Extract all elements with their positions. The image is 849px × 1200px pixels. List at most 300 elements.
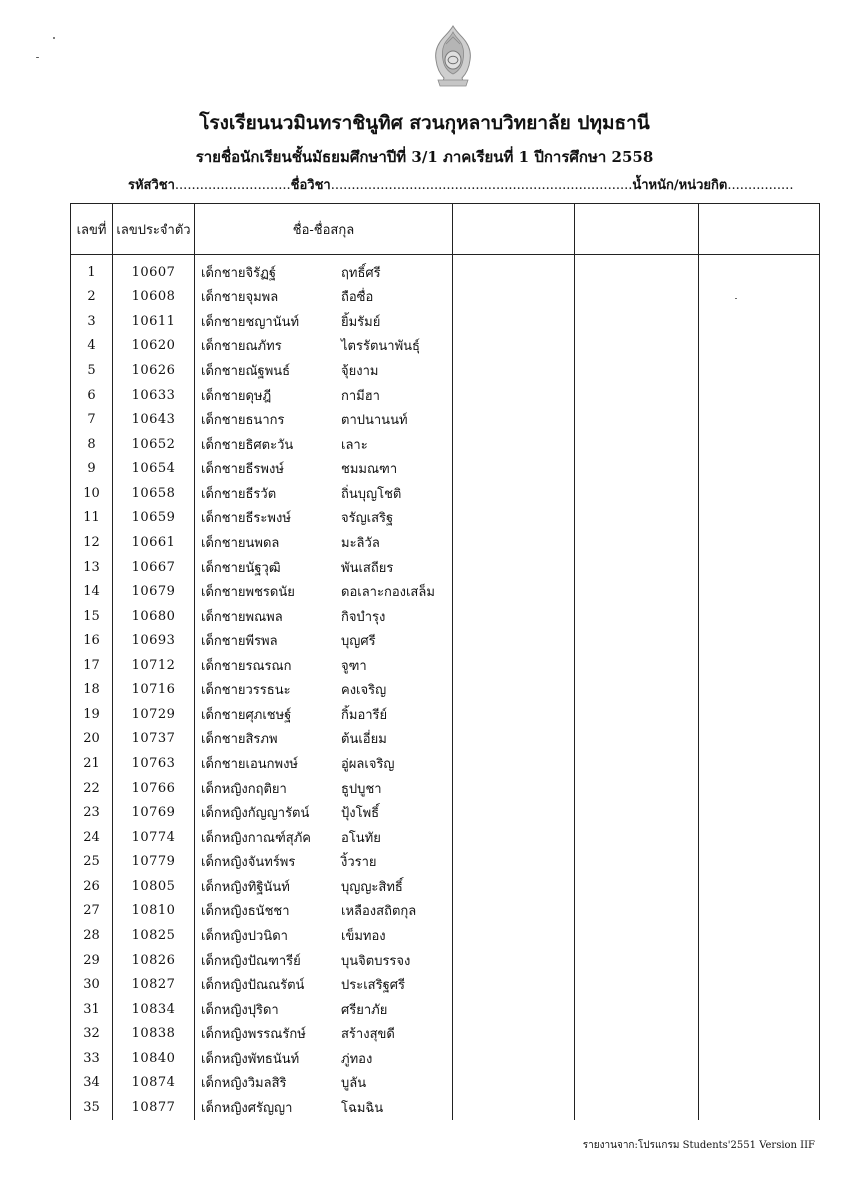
student-last-name: พันเสถียร — [341, 560, 394, 576]
student-id: 10661 — [113, 530, 195, 555]
student-id: 10877 — [113, 1095, 195, 1120]
blank-score-cell[interactable] — [575, 997, 699, 1022]
student-full-name — [195, 285, 453, 310]
blank-score-cell[interactable] — [575, 776, 699, 801]
student-full-name — [195, 678, 453, 703]
course-name-blank: ......................................................................... — [330, 178, 633, 193]
student-id: 10826 — [113, 948, 195, 973]
student-number: 29 — [71, 948, 113, 973]
student-number: 14 — [71, 579, 113, 604]
blank-score-cell[interactable] — [453, 899, 575, 924]
student-number: 1 — [71, 260, 113, 285]
column-header-student-id: เลขประจำตัว — [113, 204, 195, 255]
table-row — [71, 727, 820, 752]
student-id: 10633 — [113, 383, 195, 408]
student-first-name: เด็กชายธีรพงษ์ — [201, 462, 284, 478]
student-last-name: กิจบำรุง — [341, 609, 386, 625]
table-row — [71, 899, 820, 924]
student-first-name: เด็กชายชญานันท์ — [201, 314, 300, 330]
student-first-name: เด็กหญิงปุริดา — [201, 1002, 279, 1018]
blank-score-cell[interactable] — [575, 555, 699, 580]
table-row — [71, 407, 820, 432]
table-row — [71, 260, 820, 285]
student-first-name: เด็กชายศุภเชษฐ์ — [201, 707, 292, 723]
student-first-name: เด็กชายสิรภพ — [201, 732, 278, 748]
blank-score-cell[interactable] — [575, 850, 699, 875]
blank-score-cell[interactable] — [699, 1095, 820, 1120]
blank-score-cell[interactable] — [575, 923, 699, 948]
student-first-name: เด็กหญิงวิมลสิริ — [201, 1076, 287, 1092]
blank-score-cell[interactable] — [699, 800, 820, 825]
student-number: 24 — [71, 825, 113, 850]
blank-score-cell[interactable] — [575, 481, 699, 506]
blank-score-cell[interactable] — [575, 948, 699, 973]
student-first-name: เด็กชายนพดล — [201, 535, 280, 551]
blank-score-cell[interactable] — [699, 506, 820, 531]
student-number: 20 — [71, 727, 113, 752]
blank-score-cell[interactable] — [453, 751, 575, 776]
table-row — [71, 604, 820, 629]
student-full-name — [195, 1071, 453, 1096]
column-header-number: เลขที่ — [71, 204, 113, 255]
student-first-name: เด็กชายนัฐวุฒิ — [201, 560, 281, 576]
blank-score-cell[interactable] — [699, 948, 820, 973]
student-first-name: เด็กหญิงกฤติยา — [201, 781, 287, 797]
student-id: 10805 — [113, 874, 195, 899]
student-first-name: เด็กหญิงพรรณรักษ์ — [201, 1027, 306, 1043]
student-id: 10729 — [113, 702, 195, 727]
table-row — [71, 1046, 820, 1071]
table-row — [71, 1071, 820, 1096]
student-roster-table — [70, 203, 820, 1120]
blank-score-cell[interactable] — [453, 579, 575, 604]
student-id: 10611 — [113, 309, 195, 334]
student-last-name: เข็มทอง — [341, 928, 386, 944]
student-id: 10652 — [113, 432, 195, 457]
table-row — [71, 653, 820, 678]
student-number: 3 — [71, 309, 113, 334]
blank-score-cell[interactable] — [453, 628, 575, 653]
blank-score-cell[interactable] — [453, 923, 575, 948]
column-header-blank-1 — [453, 204, 575, 255]
blank-score-cell[interactable] — [699, 383, 820, 408]
student-number: 6 — [71, 383, 113, 408]
student-number: 22 — [71, 776, 113, 801]
student-full-name — [195, 481, 453, 506]
table-row — [71, 948, 820, 973]
blank-score-cell[interactable] — [575, 1046, 699, 1071]
blank-score-cell[interactable] — [699, 285, 820, 310]
table-row — [71, 309, 820, 334]
student-full-name — [195, 874, 453, 899]
student-first-name: เด็กหญิงปวนิดา — [201, 928, 288, 944]
student-last-name: อโนทัย — [341, 830, 381, 846]
scan-speck — [36, 57, 39, 58]
student-first-name: เด็กหญิงศรัญญา — [201, 1100, 293, 1116]
table-row — [71, 850, 820, 875]
student-id: 10607 — [113, 260, 195, 285]
table-row — [71, 972, 820, 997]
student-last-name: ตาปนานนท์ — [341, 413, 408, 429]
student-full-name — [195, 309, 453, 334]
blank-score-cell[interactable] — [699, 260, 820, 285]
blank-score-cell[interactable] — [453, 285, 575, 310]
course-info-line — [128, 174, 794, 195]
student-number: 11 — [71, 506, 113, 531]
table-row — [71, 751, 820, 776]
student-last-name: ประเสริฐศรี — [341, 978, 405, 994]
blank-score-cell[interactable] — [453, 825, 575, 850]
student-number: 30 — [71, 972, 113, 997]
student-last-name: ศรียาภัย — [341, 1002, 388, 1018]
student-last-name: ชมมณฑา — [341, 462, 398, 478]
student-last-name: ถิ่นบุญโชติ — [341, 486, 402, 502]
student-id: 10834 — [113, 997, 195, 1022]
student-full-name — [195, 653, 453, 678]
student-number: 25 — [71, 850, 113, 875]
blank-score-cell[interactable] — [453, 1071, 575, 1096]
student-first-name: เด็กชายจิรัฏฐ์ — [201, 265, 276, 281]
blank-score-cell[interactable] — [453, 850, 575, 875]
blank-score-cell[interactable] — [453, 702, 575, 727]
student-id: 10716 — [113, 678, 195, 703]
student-id: 10779 — [113, 850, 195, 875]
student-last-name: กามีฮา — [341, 388, 380, 404]
student-last-name: บุญญะสิทธิ์ — [341, 879, 403, 895]
student-id: 10693 — [113, 628, 195, 653]
blank-score-cell[interactable] — [699, 997, 820, 1022]
student-id: 10763 — [113, 751, 195, 776]
student-full-name — [195, 383, 453, 408]
blank-score-cell[interactable] — [575, 383, 699, 408]
student-id: 10874 — [113, 1071, 195, 1096]
student-last-name: สร้างสุขดี — [341, 1027, 395, 1043]
student-number: 4 — [71, 334, 113, 359]
credit-label: น้ำหนัก/หน่วยกิต — [632, 178, 728, 193]
student-first-name: เด็กชายพณพล — [201, 609, 283, 625]
student-first-name: เด็กชายธีระพงษ์ — [201, 511, 291, 527]
student-last-name: บุนจิตบรรจง — [341, 953, 411, 969]
student-first-name: เด็กหญิงจันทร์พร — [201, 855, 296, 871]
roster-subtitle: รายชื่อนักเรียนชั้นมัธยมศึกษาปีที่ 3/1 ภาคเรียนที่ 1 ปีการศึกษา 2558 — [195, 148, 654, 166]
table-row — [71, 1021, 820, 1046]
blank-score-cell[interactable] — [453, 309, 575, 334]
student-full-name — [195, 948, 453, 973]
blank-score-cell[interactable] — [453, 997, 575, 1022]
student-full-name — [195, 628, 453, 653]
blank-score-cell[interactable] — [575, 1021, 699, 1046]
table-row — [71, 678, 820, 703]
blank-score-cell[interactable] — [575, 751, 699, 776]
table-row — [71, 997, 820, 1022]
blank-score-cell[interactable] — [699, 678, 820, 703]
blank-score-cell[interactable] — [699, 530, 820, 555]
student-full-name — [195, 1046, 453, 1071]
blank-score-cell[interactable] — [453, 604, 575, 629]
blank-score-cell[interactable] — [453, 383, 575, 408]
student-first-name: เด็กหญิงปัณฑารีย์ — [201, 953, 301, 969]
student-last-name: ดอเลาะกองเสล็ม — [341, 585, 435, 601]
column-header-full-name: ชื่อ-ชื่อสกุล — [195, 204, 453, 255]
student-number: 32 — [71, 1021, 113, 1046]
student-first-name: เด็กหญิงกัญญารัตน์ — [201, 806, 310, 822]
student-first-name: เด็กหญิงพัทธนันท์ — [201, 1051, 300, 1067]
student-full-name — [195, 800, 453, 825]
report-footer: รายงานจาก:โปรแกรม Students'2551 Version IIF — [582, 1140, 815, 1151]
student-number: 17 — [71, 653, 113, 678]
student-id: 10620 — [113, 334, 195, 359]
student-id: 10679 — [113, 579, 195, 604]
blank-score-cell[interactable] — [699, 653, 820, 678]
student-first-name: เด็กชายวรรธนะ — [201, 683, 291, 699]
blank-score-cell[interactable] — [699, 481, 820, 506]
blank-score-cell[interactable] — [453, 358, 575, 383]
blank-score-cell[interactable] — [699, 628, 820, 653]
table-row — [71, 825, 820, 850]
student-full-name — [195, 997, 453, 1022]
student-number: 13 — [71, 555, 113, 580]
student-full-name — [195, 358, 453, 383]
blank-score-cell[interactable] — [453, 555, 575, 580]
blank-score-cell[interactable] — [575, 432, 699, 457]
student-number: 19 — [71, 702, 113, 727]
student-first-name: เด็กชายดุษฎี — [201, 388, 272, 404]
blank-score-cell[interactable] — [575, 309, 699, 334]
blank-score-cell[interactable] — [453, 1046, 575, 1071]
table-row — [71, 334, 820, 359]
student-first-name: เด็กชายธนากร — [201, 413, 285, 429]
blank-score-cell[interactable] — [699, 555, 820, 580]
table-row — [71, 506, 820, 531]
blank-score-cell[interactable] — [699, 702, 820, 727]
school-crest-icon — [430, 24, 476, 88]
student-full-name — [195, 457, 453, 482]
student-first-name: เด็กชายณภัทร — [201, 339, 282, 355]
blank-score-cell[interactable] — [699, 1046, 820, 1071]
blank-score-cell[interactable] — [575, 874, 699, 899]
blank-score-cell[interactable] — [453, 260, 575, 285]
blank-score-cell[interactable] — [699, 358, 820, 383]
student-full-name — [195, 751, 453, 776]
student-first-name: เด็กชายธีรวัต — [201, 486, 277, 502]
student-id: 10774 — [113, 825, 195, 850]
student-number: 16 — [71, 628, 113, 653]
blank-score-cell[interactable] — [575, 825, 699, 850]
student-first-name: เด็กหญิงทิฐินันท์ — [201, 879, 290, 895]
student-number: 23 — [71, 800, 113, 825]
student-id: 10680 — [113, 604, 195, 629]
blank-score-cell[interactable] — [699, 1021, 820, 1046]
blank-score-cell[interactable] — [453, 432, 575, 457]
student-id: 10737 — [113, 727, 195, 752]
blank-score-cell[interactable] — [699, 407, 820, 432]
student-last-name: ฤทธิ์ศรี — [341, 265, 381, 281]
blank-score-cell[interactable] — [575, 1071, 699, 1096]
blank-score-cell[interactable] — [575, 457, 699, 482]
blank-score-cell[interactable] — [699, 776, 820, 801]
blank-score-cell[interactable] — [699, 432, 820, 457]
student-number: 10 — [71, 481, 113, 506]
student-number: 27 — [71, 899, 113, 924]
blank-score-cell[interactable] — [575, 899, 699, 924]
student-first-name: เด็กชายณัฐพนธ์ — [201, 364, 291, 380]
blank-score-cell[interactable] — [453, 800, 575, 825]
table-row — [71, 702, 820, 727]
blank-score-cell[interactable] — [453, 1021, 575, 1046]
student-first-name: เด็กชายพชรดนัย — [201, 585, 295, 601]
column-header-blank-3 — [699, 204, 820, 255]
blank-score-cell[interactable] — [575, 702, 699, 727]
blank-score-cell[interactable] — [699, 899, 820, 924]
student-last-name: เลาะ — [341, 437, 368, 453]
student-number: 28 — [71, 923, 113, 948]
student-number: 8 — [71, 432, 113, 457]
student-full-name — [195, 923, 453, 948]
student-full-name — [195, 727, 453, 752]
blank-score-cell[interactable] — [699, 972, 820, 997]
blank-score-cell[interactable] — [453, 530, 575, 555]
blank-score-cell[interactable] — [699, 457, 820, 482]
student-last-name: งิ้วราย — [341, 855, 377, 871]
student-id: 10766 — [113, 776, 195, 801]
student-number: 2 — [71, 285, 113, 310]
table-header-row — [71, 204, 820, 255]
blank-score-cell[interactable] — [699, 1071, 820, 1096]
student-number: 7 — [71, 407, 113, 432]
blank-score-cell[interactable] — [575, 972, 699, 997]
blank-score-cell[interactable] — [575, 653, 699, 678]
table-row — [71, 579, 820, 604]
course-name-label: ชื่อวิชา — [290, 178, 331, 193]
table-row — [71, 555, 820, 580]
column-header-blank-2 — [575, 204, 699, 255]
student-first-name: เด็กหญิงกาณฑ์สุภัค — [201, 830, 311, 846]
student-full-name — [195, 432, 453, 457]
blank-score-cell[interactable] — [575, 628, 699, 653]
blank-score-cell[interactable] — [453, 457, 575, 482]
student-id: 10840 — [113, 1046, 195, 1071]
student-id: 10827 — [113, 972, 195, 997]
student-last-name: ปุ้งโพธิ์ — [341, 806, 380, 822]
table-row — [71, 1095, 820, 1120]
student-last-name: บุญศรี — [341, 634, 376, 650]
student-full-name — [195, 1021, 453, 1046]
student-last-name: จูฑา — [341, 658, 367, 674]
student-last-name: ธูปบูชา — [341, 781, 382, 797]
student-id: 10626 — [113, 358, 195, 383]
blank-score-cell[interactable] — [699, 579, 820, 604]
student-last-name: มะลิวัล — [341, 535, 380, 551]
student-number: 35 — [71, 1095, 113, 1120]
blank-score-cell[interactable] — [699, 825, 820, 850]
blank-score-cell[interactable] — [453, 407, 575, 432]
table-row — [71, 432, 820, 457]
blank-score-cell[interactable] — [453, 334, 575, 359]
blank-score-cell[interactable] — [699, 751, 820, 776]
student-last-name: บูลัน — [341, 1076, 367, 1092]
student-first-name: เด็กหญิงธนัชชา — [201, 904, 290, 920]
student-id: 10712 — [113, 653, 195, 678]
table-row — [71, 530, 820, 555]
blank-score-cell[interactable] — [699, 874, 820, 899]
student-full-name — [195, 334, 453, 359]
student-number: 15 — [71, 604, 113, 629]
student-id: 10825 — [113, 923, 195, 948]
blank-score-cell[interactable] — [575, 407, 699, 432]
table-row — [71, 285, 820, 310]
student-id: 10769 — [113, 800, 195, 825]
student-number: 21 — [71, 751, 113, 776]
student-number: 5 — [71, 358, 113, 383]
blank-score-cell[interactable] — [453, 653, 575, 678]
blank-score-cell[interactable] — [699, 309, 820, 334]
blank-score-cell[interactable] — [699, 727, 820, 752]
blank-score-cell[interactable] — [575, 358, 699, 383]
blank-score-cell[interactable] — [699, 334, 820, 359]
course-code-blank: ............................ — [174, 178, 291, 193]
blank-score-cell[interactable] — [453, 678, 575, 703]
course-code-label: รหัสวิชา — [128, 178, 175, 193]
student-id: 10810 — [113, 899, 195, 924]
student-full-name — [195, 776, 453, 801]
table-row — [71, 776, 820, 801]
blank-score-cell[interactable] — [575, 579, 699, 604]
blank-score-cell[interactable] — [453, 1095, 575, 1120]
student-first-name: เด็กชายพีรพล — [201, 634, 278, 650]
student-number: 34 — [71, 1071, 113, 1096]
blank-score-cell[interactable] — [575, 727, 699, 752]
student-full-name — [195, 850, 453, 875]
blank-score-cell[interactable] — [575, 604, 699, 629]
blank-score-cell[interactable] — [453, 727, 575, 752]
blank-score-cell[interactable] — [575, 334, 699, 359]
student-first-name: เด็กชายรณรณก — [201, 658, 292, 674]
blank-score-cell[interactable] — [453, 948, 575, 973]
blank-score-cell[interactable] — [453, 776, 575, 801]
student-full-name — [195, 899, 453, 924]
student-full-name — [195, 579, 453, 604]
blank-score-cell[interactable] — [453, 972, 575, 997]
blank-score-cell[interactable] — [575, 506, 699, 531]
credit-blank: ................ — [727, 178, 794, 193]
blank-score-cell[interactable] — [453, 481, 575, 506]
table-row — [71, 457, 820, 482]
blank-score-cell[interactable] — [575, 678, 699, 703]
student-full-name — [195, 604, 453, 629]
student-id: 10658 — [113, 481, 195, 506]
student-id: 10654 — [113, 457, 195, 482]
student-id: 10643 — [113, 407, 195, 432]
blank-score-cell[interactable] — [453, 874, 575, 899]
blank-score-cell[interactable] — [699, 923, 820, 948]
blank-score-cell[interactable] — [575, 530, 699, 555]
blank-score-cell[interactable] — [453, 506, 575, 531]
blank-score-cell[interactable] — [699, 604, 820, 629]
student-first-name: เด็กชายเอนกพงษ์ — [201, 757, 298, 773]
table-row — [71, 874, 820, 899]
blank-score-cell[interactable] — [575, 800, 699, 825]
blank-score-cell[interactable] — [575, 285, 699, 310]
table-row — [71, 923, 820, 948]
blank-score-cell[interactable] — [699, 850, 820, 875]
blank-score-cell[interactable] — [575, 260, 699, 285]
student-id: 10667 — [113, 555, 195, 580]
student-first-name: เด็กชายธิศตะวัน — [201, 437, 294, 453]
blank-score-cell[interactable] — [575, 1095, 699, 1120]
student-full-name — [195, 506, 453, 531]
student-last-name: คงเจริญ — [341, 683, 387, 699]
student-full-name — [195, 702, 453, 727]
